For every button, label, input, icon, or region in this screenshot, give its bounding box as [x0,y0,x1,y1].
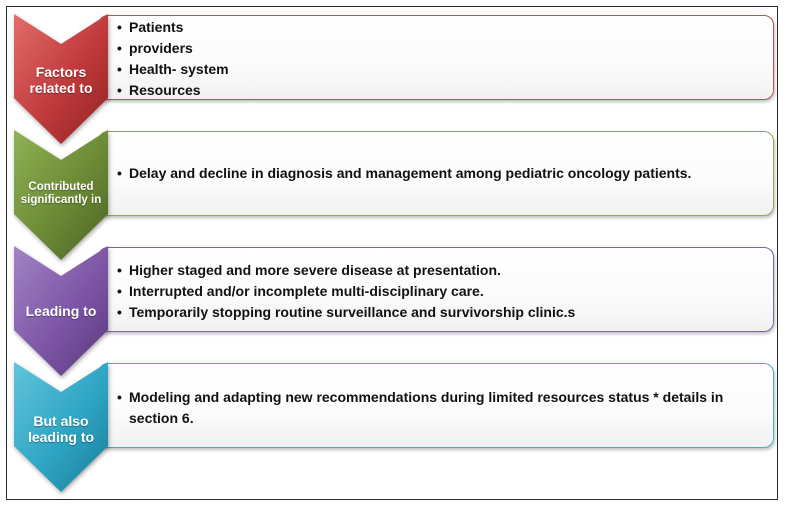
step-factors-list [117,17,753,101]
label-line: Leading to [25,303,97,319]
step-contributed-box [98,131,774,216]
list-item: • Patients [117,17,753,38]
step-also-leading-label [14,413,108,445]
step-leading-list [117,260,753,323]
list-item: • Higher staged and more severe disease at presentation. [117,260,753,281]
list-item: • Interrupted and/or incomplete multi-disciplinary care. [117,281,753,302]
label-line: related to [29,80,93,97]
label-line: Factors [35,64,87,80]
list-item: • Temporarily stopping routine surveillance and survivorship clinic.s [117,302,753,323]
step-leading-box [98,247,774,332]
step-leading-chevron [14,246,108,376]
step-factors-box [98,15,774,100]
list-item: • providers [117,38,753,59]
label-line: Contributed [28,181,94,193]
list-item: • Health- system [117,59,753,80]
step-leading-label [14,303,108,319]
label-line: leading to [27,429,95,446]
step-contributed-list [117,163,753,184]
step-also-leading-list [117,387,753,429]
list-item: • Resources [117,80,753,101]
step-factors-label [14,64,108,96]
step-contributed-chevron [14,130,108,260]
list-item: • Modeling and adapting new recommendations during limited resources status * details in section 6. [117,387,753,429]
list-item: • Delay and decline in diagnosis and management among pediatric oncology patients. [117,163,753,184]
step-factors-chevron [14,14,108,144]
label-line: significantly in [20,194,102,207]
step-also-leading-chevron [14,362,108,492]
step-also-leading-box [98,363,774,448]
step-contributed-label [14,181,108,207]
label-line: But also [33,413,89,429]
